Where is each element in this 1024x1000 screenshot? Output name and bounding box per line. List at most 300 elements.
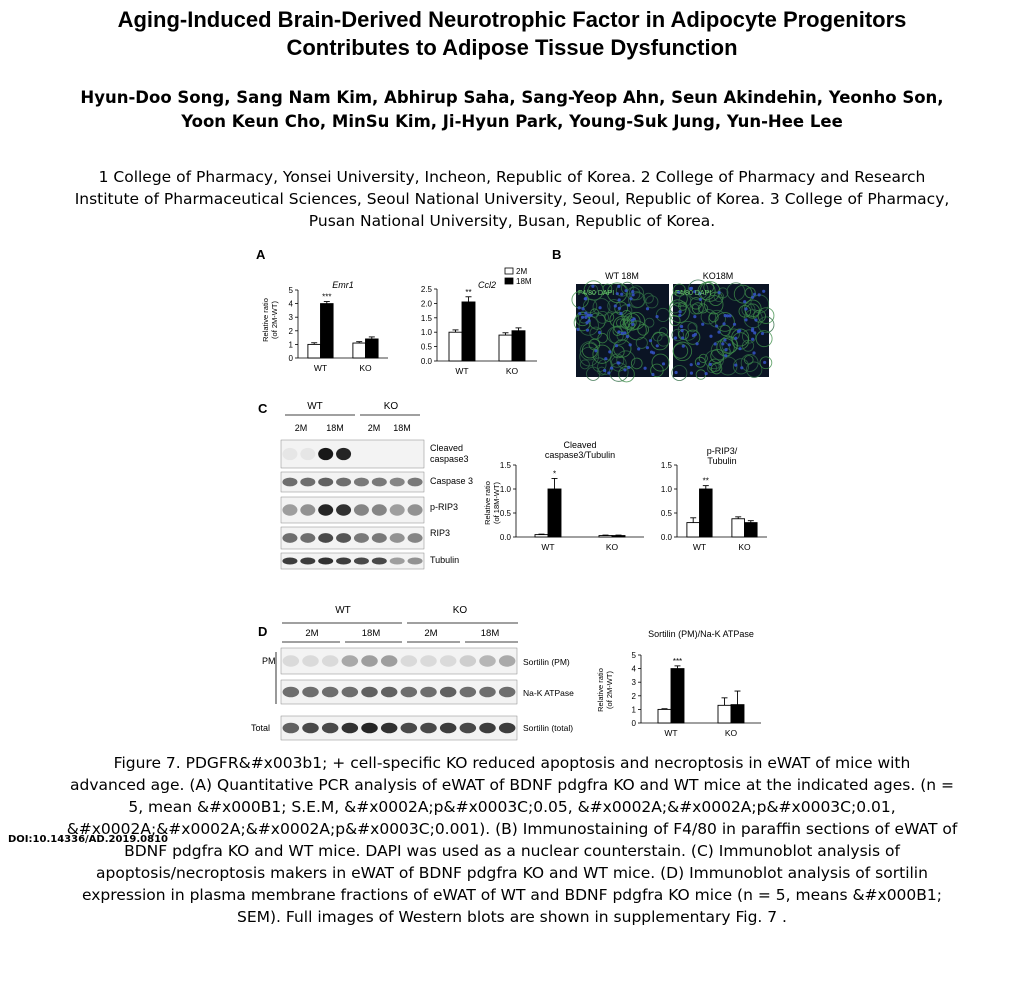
ylabel-a-line1: Relative ratio [261,298,270,342]
blot-band [390,533,405,543]
blot-band [390,557,405,564]
blot-band [300,448,315,460]
nucleus [697,362,700,365]
nucleus [744,307,747,310]
nucleus [722,322,725,325]
bar-2m-ko [732,519,745,537]
blot-c-labels [430,443,473,565]
y-tick-label: 0 [288,354,293,363]
blot-band [408,533,423,543]
ylabel-c [483,481,501,525]
caption-line-8: SEM). Full images of Western blots are shown in supplementary Fig. 7 . [237,908,787,926]
nucleus [637,347,640,350]
blot-band [460,655,477,666]
ylabel-c-line2: (of 18M-WT) [492,481,501,525]
bar-18m-ko [512,331,525,361]
x-tick-label: KO [359,363,372,373]
ylabel-a-line2: (of 2M-WT) [270,301,279,339]
blot-band [354,557,369,564]
nucleus [743,300,746,303]
nucleus [655,315,658,318]
nucleus [717,331,720,334]
chart-title: Emr1 [332,280,354,290]
x-tick-label: WT [664,728,678,738]
blot-band [322,723,339,734]
figure-caption [4,752,1020,928]
nucleus [624,289,627,292]
nucleus [623,368,626,371]
nucleus [581,307,584,310]
nucleus [758,293,761,296]
blot-sortilin-total [281,716,517,740]
legend-label-18m: 18M [516,277,532,286]
blot-band [336,448,351,460]
nucleus [738,347,741,350]
nucleus [761,332,764,335]
blot-band [283,687,300,698]
ylabel-c-line1: Relative ratio [483,481,492,525]
bar-18m-ko [731,705,744,723]
blot-sortilin-pm [281,648,517,674]
blot-band [282,504,297,515]
chart-3 [661,446,767,552]
nucleus [738,329,741,332]
y-tick-label: 2.0 [420,299,432,309]
nucleus [589,314,592,317]
blot-band [336,504,351,515]
y-tick-label: 0.5 [420,342,432,352]
blot-band [420,655,437,666]
blot-band [381,655,398,666]
nucleus [586,314,589,317]
blot-band [408,478,423,487]
y-tick-label: 0.0 [660,533,672,542]
nucleus [662,362,665,365]
nucleus [594,349,597,352]
nucleus [649,339,652,342]
caption-line-5: BDNF pdgfra KO and WT mice. DAPI was used as a nuclear counterstain. (C) Immunoblot analysis of [124,842,900,860]
y-tick-label: 0.5 [499,509,511,518]
blot-c-group-ko: KO [383,401,399,412]
nucleus [626,335,629,338]
blot-band [342,723,359,734]
nucleus [603,369,606,372]
nucleus [631,290,634,293]
y-tick-label: 2 [631,691,636,701]
blot-c-label-caspase3a: caspase3 [430,454,469,464]
legend-swatch-2m [505,268,513,274]
significance-mark: * [552,469,557,479]
nucleus [623,331,626,334]
x-tick-label: WT [455,366,469,376]
panel-label-d: D [258,624,268,639]
affil-line-1: 1 College of Pharmacy, Yonsei University, Incheon, Republic of Korea. 2 College of Pharmacy and Research [98,168,926,186]
nucleus [616,292,619,295]
nucleus [714,342,717,345]
chart-title: Tubulin [707,456,737,466]
nucleus [726,314,729,317]
blot-band [408,504,423,515]
blot-band [372,478,387,487]
blot-band [282,448,297,460]
nucleus [744,318,747,321]
nucleus [699,298,702,301]
x-tick-label: WT [313,363,328,373]
nucleus [584,297,587,300]
blot-c-group-wt: WT [307,401,323,412]
y-tick-label: 1.0 [499,485,511,494]
blot-band [300,504,315,515]
chart-1 [421,280,537,376]
y-tick-label: 4 [288,299,293,309]
nucleus [632,293,635,296]
blot-band [354,533,369,543]
blot-band [440,723,457,734]
nucleus [627,304,630,307]
legend-a [505,267,532,286]
blot-d-strips [281,648,517,740]
x-tick-label: KO [738,542,751,552]
chart-title: Cleaved [563,440,597,450]
bar-2m-wt [449,332,462,361]
nucleus [718,291,721,294]
blot-band [390,504,405,515]
nucleus [585,321,588,324]
bar-18m-wt [321,304,334,358]
blot-band [479,655,496,666]
nucleus [578,312,581,315]
ylabel-a [261,298,279,342]
y-tick-label: 5 [631,651,636,660]
y-tick-label: 1 [288,340,293,350]
blot-band [342,655,359,666]
nucleus [681,329,684,332]
nucleus [610,366,613,369]
blot-band [479,687,496,698]
blot-c-label-cleaved: Cleaved [430,443,464,453]
bar-2m-ko [499,335,512,361]
y-tick-label: 0.0 [420,357,432,366]
nucleus [646,346,649,349]
chart-title: Sortilin (PM)/Na-K ATPase [648,629,754,639]
nucleus [705,372,708,375]
bar-18m-ko [366,339,379,358]
panel-b-images [572,271,774,382]
blot-band [318,448,333,460]
x-tick-label: KO [505,366,519,376]
authors-line-2: Yoon Keun Cho, MinSu Kim, Ji-Hyun Park, Young-Suk Jung, Yun-Hee Lee [181,112,843,131]
nucleus [586,329,589,332]
nucleus [617,361,620,364]
blot-band [381,723,398,734]
blot-band [322,687,339,698]
blot-band [354,504,369,515]
blot-band [322,655,339,666]
nucleus [678,314,681,317]
nucleus [591,285,594,288]
blot-band [401,723,418,734]
panel-label-c: C [258,401,268,416]
significance-mark: *** [322,292,332,302]
blot-band [372,504,387,515]
blot-c-label-prip3: p-RIP3 [430,502,459,512]
nucleus [643,367,646,370]
bar-2m-ko [718,705,731,723]
y-tick-label: 2.5 [420,285,432,294]
blot-d-label-sortilin-pm: Sortilin (PM) [523,657,570,667]
ylabel-d-line1: Relative ratio [596,668,605,712]
nucleus [581,316,584,319]
blot-band [282,533,297,543]
blot-c-strips [281,440,424,569]
nucleus [752,351,755,354]
blot-d-age-wt-18m: 18M [361,628,381,639]
blot-c-header [285,401,420,433]
nucleus [693,315,696,318]
y-tick-label: 3 [631,678,636,688]
nucleus [709,335,712,338]
blot-band [336,478,351,487]
blot-d-label-total: Total [251,723,271,733]
nucleus [619,312,622,315]
blot-rip3 [281,527,424,549]
nucleus [620,293,623,296]
y-tick-label: 4 [631,664,636,674]
blot-band [336,533,351,543]
chart-0 [289,280,388,373]
blot-band [420,687,437,698]
nucleus [608,350,611,353]
nucleus [695,342,698,345]
y-tick-label: 1.5 [660,461,672,470]
stain-label-ko: F4/80 DAPI [675,290,712,297]
blot-d-label-nak: Na-K ATPase [523,688,574,698]
bar-18m-ko [745,523,758,537]
bar-2m-wt [535,535,548,537]
nucleus [690,363,693,366]
blot-band [381,687,398,698]
nucleus [762,290,765,293]
nucleus [651,373,654,376]
blot-band [282,478,297,487]
significance-mark: ** [465,287,472,297]
blot-band [401,655,418,666]
blot-band [361,687,378,698]
blot-band [499,655,516,666]
blot-band [401,687,418,698]
stain-label-wt: F4/80 DAPI [578,290,615,297]
nucleus [633,317,636,320]
nucleus [618,298,621,301]
nucleus [725,348,728,351]
nucleus [681,336,684,339]
blot-band [318,504,333,515]
blot-band [318,533,333,543]
affil-line-2: Institute of Pharmaceutical Sciences, Seoul National University, Seoul, Republic of Korea. 3 College of Pharmacy, [74,190,950,208]
nucleus [578,306,581,309]
nucleus [709,363,712,366]
x-tick-label: WT [541,542,555,552]
bar-2m-wt [308,344,321,358]
blot-band [300,557,315,564]
y-tick-label: 0 [631,719,636,728]
nucleus [598,306,601,309]
nucleus [617,285,620,288]
blot-d-group-wt: WT [335,605,351,616]
blot-band [282,557,297,564]
nucleus [751,296,754,299]
caption-line-4: &#x0002A;&#x0002A;&#x0002A;p&#x0003C;0.001). (B) Immunostaining of F4/80 in paraffin sections of eWAT of [66,820,958,838]
nucleus [614,304,617,307]
blot-band [283,655,300,666]
blot-band [372,557,387,564]
blot-c-label-tubulin: Tubulin [430,555,460,565]
img-label-wt: WT 18M [605,271,639,281]
blot-band [318,557,333,564]
blot-band [354,478,369,487]
x-tick-label: WT [692,542,707,552]
blot-d-header [282,605,518,642]
chart-title: Ccl2 [477,280,497,290]
title-line-2: Contributes to Adipose Tissue Dysfunction [286,35,738,60]
blot-d-age-ko-18m: 18M [480,628,500,639]
nucleus [734,364,737,367]
nucleus [723,338,726,341]
blot-tubulin [281,553,424,569]
blot-band [408,557,423,564]
nucleus [694,333,697,336]
x-tick-label: KO [724,728,738,738]
blot-d-label-pm: PM [262,656,276,666]
blot-cleaved-caspase3 [281,440,424,468]
ylabel-d-line2: (of 2M-WT) [605,671,614,709]
chart-4 [632,629,761,738]
ylabel-d [596,668,614,712]
caption-line-2: advanced age. (A) Quantitative PCR analysis of eWAT of BDNF pdgfra KO and WT mice at the indicated ages. (n = [70,776,954,794]
y-tick-label: 2 [288,326,293,336]
blot-band [499,723,516,734]
blot-band [342,687,359,698]
blot-c-label-caspase3: Caspase 3 [430,476,474,486]
nucleus [617,330,620,333]
y-tick-label: 5 [288,286,293,295]
blot-band [460,687,477,698]
nucleus [721,342,724,345]
chart-title: p-RIP3/ [706,446,738,456]
blot-c-age-wt-18m: 18M [326,423,344,433]
y-tick-label: 1.0 [420,328,432,338]
chart-2 [500,440,644,552]
x-tick-label: KO [605,542,619,552]
y-tick-label: 1.5 [420,313,432,323]
y-tick-label: 1 [631,705,636,715]
nucleus [734,337,737,340]
nucleus [733,323,736,326]
nucleus [674,336,677,339]
blot-band [440,655,457,666]
blot-c-age-wt-2m: 2M [294,423,308,433]
bar-2m-ko [599,536,612,537]
nucleus [715,324,718,327]
legend-swatch-18m [505,278,513,284]
blot-band [300,533,315,543]
nucleus [618,307,621,310]
blot-band [479,723,496,734]
y-tick-label: 0.5 [660,509,672,518]
bar-18m-wt [548,489,561,537]
blot-band [300,478,315,487]
caption-line-7: expression in plasma membrane fractions of eWAT of WT and BDNF pdgfra KO mice (n = 5, means &#x000B1; [81,886,942,904]
authors-line-1: Hyun-Doo Song, Sang Nam Kim, Abhirup Saha, Sang-Yeop Ahn, Seun Akindehin, Yeonho Son, [80,88,944,107]
blot-band [318,478,333,487]
blot-band [302,687,319,698]
y-tick-label: 3 [288,313,293,323]
blot-caspase3 [281,472,424,492]
blot-nak-atpase [281,680,517,704]
img-label-ko: KO18M [702,271,734,281]
nucleus [701,323,704,326]
nucleus [607,371,610,374]
nucleus [604,357,607,360]
nucleus [690,372,693,375]
significance-mark: *** [672,656,683,666]
y-tick-label: 1.0 [660,485,672,494]
bar-2m-ko [353,343,366,358]
blot-c-label-rip3: RIP3 [430,528,451,538]
title-line-1: Aging-Induced Brain-Derived Neurotrophic Factor in Adipocyte Progenitors [117,7,907,32]
nucleus [724,354,727,357]
nucleus [646,307,649,310]
blot-band [361,655,378,666]
nucleus [621,332,624,335]
nucleus [751,329,754,332]
legend-label-2m: 2M [516,267,528,276]
bar-18m-ko [612,536,625,537]
panel-label-b: B [552,247,562,262]
nucleus [598,331,601,334]
blot-band [420,723,437,734]
nucleus [615,344,618,347]
nucleus [656,344,659,347]
nucleus [751,338,754,341]
chart-title: caspase3/Tubulin [544,450,616,460]
nucleus [763,361,766,364]
nucleus [627,366,630,369]
nucleus [631,323,634,326]
blot-band [372,533,387,543]
nucleus [680,325,683,328]
caption-line-3: 5, mean &#x000B1; S.E.M, &#x0002A;p&#x0003C;0.05, &#x0002A;&#x0002A;p&#x0003C;0.01, [128,798,896,816]
blot-band [302,655,319,666]
blot-c-age-ko-18m: 18M [393,423,411,433]
panel-label-a: A [256,247,266,262]
nucleus [576,328,579,331]
bar-2m-wt [687,523,700,537]
blot-d-label-sortilin-total: Sortilin (total) [523,723,574,733]
caption-line-1: Figure 7. PDGFR&#x003b1; + cell-specific KO reduced apoptosis and necroptosis in eWAT of mice with [113,754,911,772]
y-tick-label: 1.5 [499,461,511,470]
nucleus [682,345,685,348]
blot-d-age-wt-2m: 2M [305,628,319,639]
blot-prip3 [281,497,424,523]
blot-d-group-ko: KO [452,605,468,616]
blot-band [361,723,378,734]
significance-mark: ** [702,476,709,486]
doi-label: DOI:10.14336/AD.2019.0810 [8,834,168,845]
nucleus [679,310,682,313]
blot-d-age-ko-2m: 2M [424,628,438,639]
bar-2m-wt [658,709,671,723]
